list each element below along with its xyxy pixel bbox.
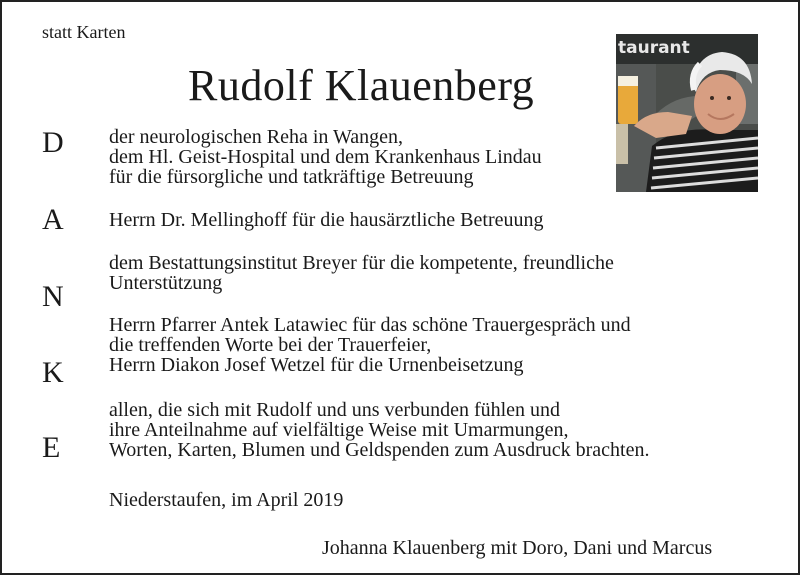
danke-letter-a: A xyxy=(42,203,64,236)
danke-letter-k: K xyxy=(42,356,64,389)
text-line: ihre Anteilnahme auf vielfältige Weise mit Umarmungen, xyxy=(109,419,569,441)
thanks-block-all xyxy=(109,400,649,460)
place-date: Niederstaufen, im April 2019 xyxy=(109,489,344,511)
text-line: für die fürsorgliche und tatkräftige Betreuung xyxy=(109,166,474,188)
danke-letter-n: N xyxy=(42,280,64,313)
text-line: Unterstützung xyxy=(109,272,223,294)
text-line: dem Hl. Geist-Hospital und dem Krankenhaus Lindau xyxy=(109,146,542,168)
thanks-block-clergy xyxy=(109,315,631,375)
thanks-block-doctor xyxy=(109,210,544,230)
text-line: Worten, Karten, Blumen und Geldspenden zum Ausdruck brachten. xyxy=(109,439,650,461)
danke-letter-d: D xyxy=(42,126,64,159)
signature: Johanna Klauenberg mit Doro, Dani und Marcus xyxy=(322,537,713,559)
text-line: Herrn Diakon Josef Wetzel für die Urnenbeisetzung xyxy=(109,354,524,376)
restaurant-sign-text: taurant xyxy=(618,38,690,58)
text-line: dem Bestattungsinstitut Breyer für die kompetente, freundliche xyxy=(109,252,614,274)
text-line: allen, die sich mit Rudolf und uns verbunden fühlen und xyxy=(109,399,561,421)
danke-letter-e: E xyxy=(42,431,61,464)
thanks-block-reha xyxy=(109,127,542,187)
text-line: die treffenden Worte bei der Trauerfeier, xyxy=(109,334,432,356)
text-line: Herrn Pfarrer Antek Latawiec für das schöne Trauergespräch und xyxy=(109,314,631,336)
thanks-block-undertaker xyxy=(109,253,614,293)
portrait-photo xyxy=(616,34,758,192)
text-line: der neurologischen Reha in Wangen, xyxy=(109,126,404,148)
text-line: Herrn Dr. Mellinghoff für die hausärztliche Betreuung xyxy=(109,209,544,231)
pretitle: statt Karten xyxy=(42,22,126,42)
deceased-name: Rudolf Klauenberg xyxy=(188,61,535,110)
